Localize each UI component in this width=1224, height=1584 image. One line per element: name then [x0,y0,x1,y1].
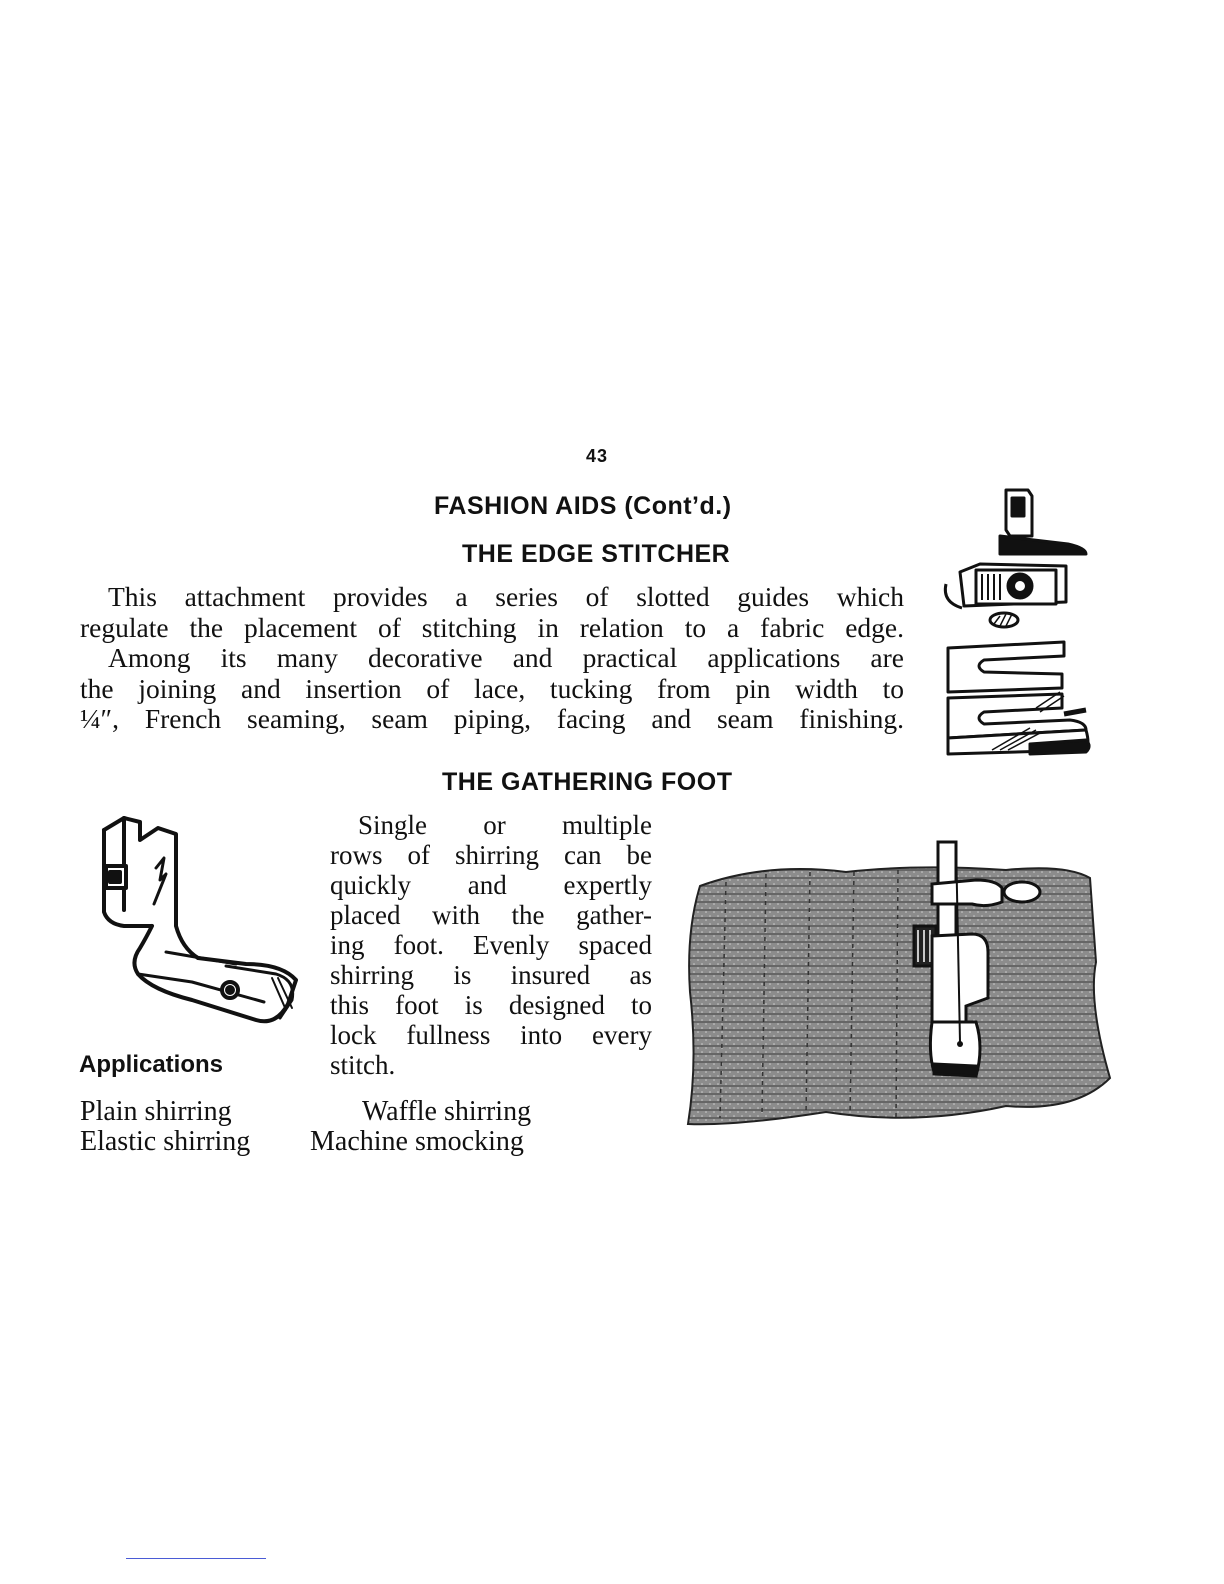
paragraph-line: the joining and insertion of lace, tucking from pin width to [80,672,904,704]
edge-stitcher-heading: THE EDGE STITCHER [462,540,731,568]
paragraph-line: placed with the gather- [330,900,652,930]
paragraph-line: rows of shirring can be [330,840,652,870]
edge-stitcher-paragraph [80,582,904,735]
paragraph-line: this foot is designed to [330,990,652,1020]
paragraph-line: ¼″, French seaming, seam piping, facing and seam finishing. [80,703,904,734]
paragraph-line: ing foot. Evenly spaced [330,930,652,960]
edge-stitcher-attachment-icon [940,482,1090,762]
gathering-foot-icon [96,814,302,1030]
paragraph-line: shirring is insured as [330,960,652,990]
paragraph-line: regulate the placement of stitching in relation to a fabric edge. [80,611,904,643]
gathering-foot-heading: THE GATHERING FOOT [442,768,733,796]
section-title: FASHION AIDS (Cont’d.) [434,492,732,520]
paragraph-line: This attachment provides a series of slotted guides which [108,581,904,612]
application-item: Plain shirring [80,1096,232,1127]
paragraph-line: Among its many decorative and practical applications are [108,642,904,673]
page-number: 43 [586,446,609,466]
shirred-fabric-under-presser-foot-icon [676,842,1132,1132]
application-item: Waffle shirring [362,1096,532,1127]
application-item: Elastic shirring [80,1126,251,1157]
applications-heading: Applications [79,1051,224,1078]
paragraph-line: lock fullness into every [330,1020,652,1050]
bottom-rule [126,1558,266,1559]
paragraph-line: Single or multiple [358,810,652,840]
paragraph-line: quickly and expertly [330,870,652,900]
application-item: Machine smocking [310,1126,524,1157]
paragraph-line: stitch. [330,1050,396,1080]
gathering-foot-paragraph [330,810,652,1080]
